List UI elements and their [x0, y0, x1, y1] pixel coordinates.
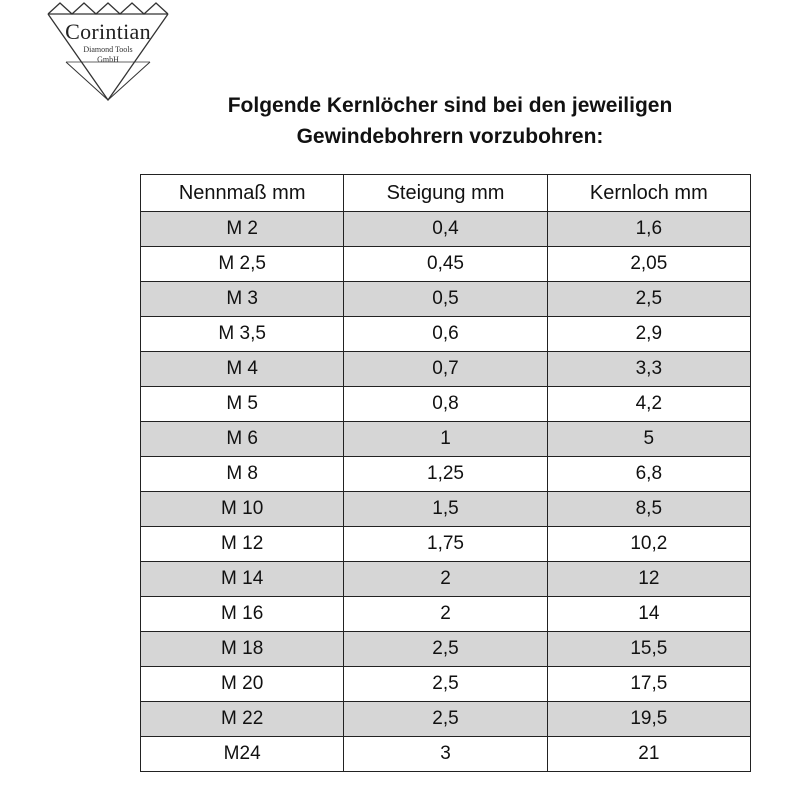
logo-subline-1: Diamond Tools — [83, 45, 133, 54]
cell-core-hole: 12 — [547, 562, 750, 597]
cell-core-hole: 5 — [547, 422, 750, 457]
cell-core-hole: 10,2 — [547, 527, 750, 562]
table-row — [141, 632, 751, 667]
cell-core-hole: 1,6 — [547, 212, 750, 247]
table-row — [141, 422, 751, 457]
table-row — [141, 352, 751, 387]
cell-core-hole: 2,05 — [547, 247, 750, 282]
header-core-hole: Kernloch mm — [547, 175, 750, 212]
core-hole-table — [140, 174, 751, 772]
logo-brand-text: Corintian — [65, 19, 151, 44]
cell-pitch: 0,7 — [344, 352, 547, 387]
cell-nominal-size: M 14 — [141, 562, 344, 597]
logo-subline-2: GmbH — [97, 55, 119, 64]
cell-pitch: 0,4 — [344, 212, 547, 247]
page-heading — [150, 90, 750, 152]
cell-core-hole: 6,8 — [547, 457, 750, 492]
cell-nominal-size: M 4 — [141, 352, 344, 387]
cell-nominal-size: M24 — [141, 737, 344, 772]
table-header-row — [141, 175, 751, 212]
table-row — [141, 247, 751, 282]
cell-nominal-size: M 3 — [141, 282, 344, 317]
cell-nominal-size: M 2 — [141, 212, 344, 247]
cell-nominal-size: M 18 — [141, 632, 344, 667]
cell-nominal-size: M 5 — [141, 387, 344, 422]
table-row — [141, 492, 751, 527]
cell-nominal-size: M 2,5 — [141, 247, 344, 282]
cell-core-hole: 15,5 — [547, 632, 750, 667]
table-row — [141, 597, 751, 632]
cell-nominal-size: M 6 — [141, 422, 344, 457]
cell-pitch: 2,5 — [344, 632, 547, 667]
cell-core-hole: 21 — [547, 737, 750, 772]
cell-pitch: 1,25 — [344, 457, 547, 492]
cell-pitch: 2 — [344, 562, 547, 597]
table-row — [141, 562, 751, 597]
cell-nominal-size: M 10 — [141, 492, 344, 527]
cell-pitch: 2,5 — [344, 667, 547, 702]
table-row — [141, 317, 751, 352]
cell-pitch: 2,5 — [344, 702, 547, 737]
cell-core-hole: 3,3 — [547, 352, 750, 387]
cell-pitch: 0,45 — [344, 247, 547, 282]
company-logo — [46, 0, 174, 104]
table-row — [141, 212, 751, 247]
cell-core-hole: 17,5 — [547, 667, 750, 702]
cell-core-hole: 2,5 — [547, 282, 750, 317]
cell-core-hole: 14 — [547, 597, 750, 632]
cell-core-hole: 4,2 — [547, 387, 750, 422]
header-nominal-size: Nennmaß mm — [141, 175, 344, 212]
cell-core-hole: 8,5 — [547, 492, 750, 527]
cell-pitch: 1 — [344, 422, 547, 457]
heading-line-2: Gewindebohrern vorzubohren: — [296, 125, 604, 148]
table-row — [141, 702, 751, 737]
cell-pitch: 3 — [344, 737, 547, 772]
table-row — [141, 387, 751, 422]
table-row — [141, 282, 751, 317]
table-row — [141, 527, 751, 562]
cell-pitch: 0,8 — [344, 387, 547, 422]
cell-core-hole: 2,9 — [547, 317, 750, 352]
cell-pitch: 1,5 — [344, 492, 547, 527]
cell-core-hole: 19,5 — [547, 702, 750, 737]
cell-nominal-size: M 8 — [141, 457, 344, 492]
cell-nominal-size: M 22 — [141, 702, 344, 737]
table-row — [141, 737, 751, 772]
heading-line-1: Folgende Kernlöcher sind bei den jeweiligen — [227, 94, 673, 117]
cell-nominal-size: M 12 — [141, 527, 344, 562]
table-row — [141, 457, 751, 492]
cell-pitch: 2 — [344, 597, 547, 632]
header-pitch: Steigung mm — [344, 175, 547, 212]
cell-nominal-size: M 3,5 — [141, 317, 344, 352]
table-row — [141, 667, 751, 702]
cell-pitch: 1,75 — [344, 527, 547, 562]
cell-pitch: 0,5 — [344, 282, 547, 317]
cell-nominal-size: M 20 — [141, 667, 344, 702]
cell-nominal-size: M 16 — [141, 597, 344, 632]
cell-pitch: 0,6 — [344, 317, 547, 352]
